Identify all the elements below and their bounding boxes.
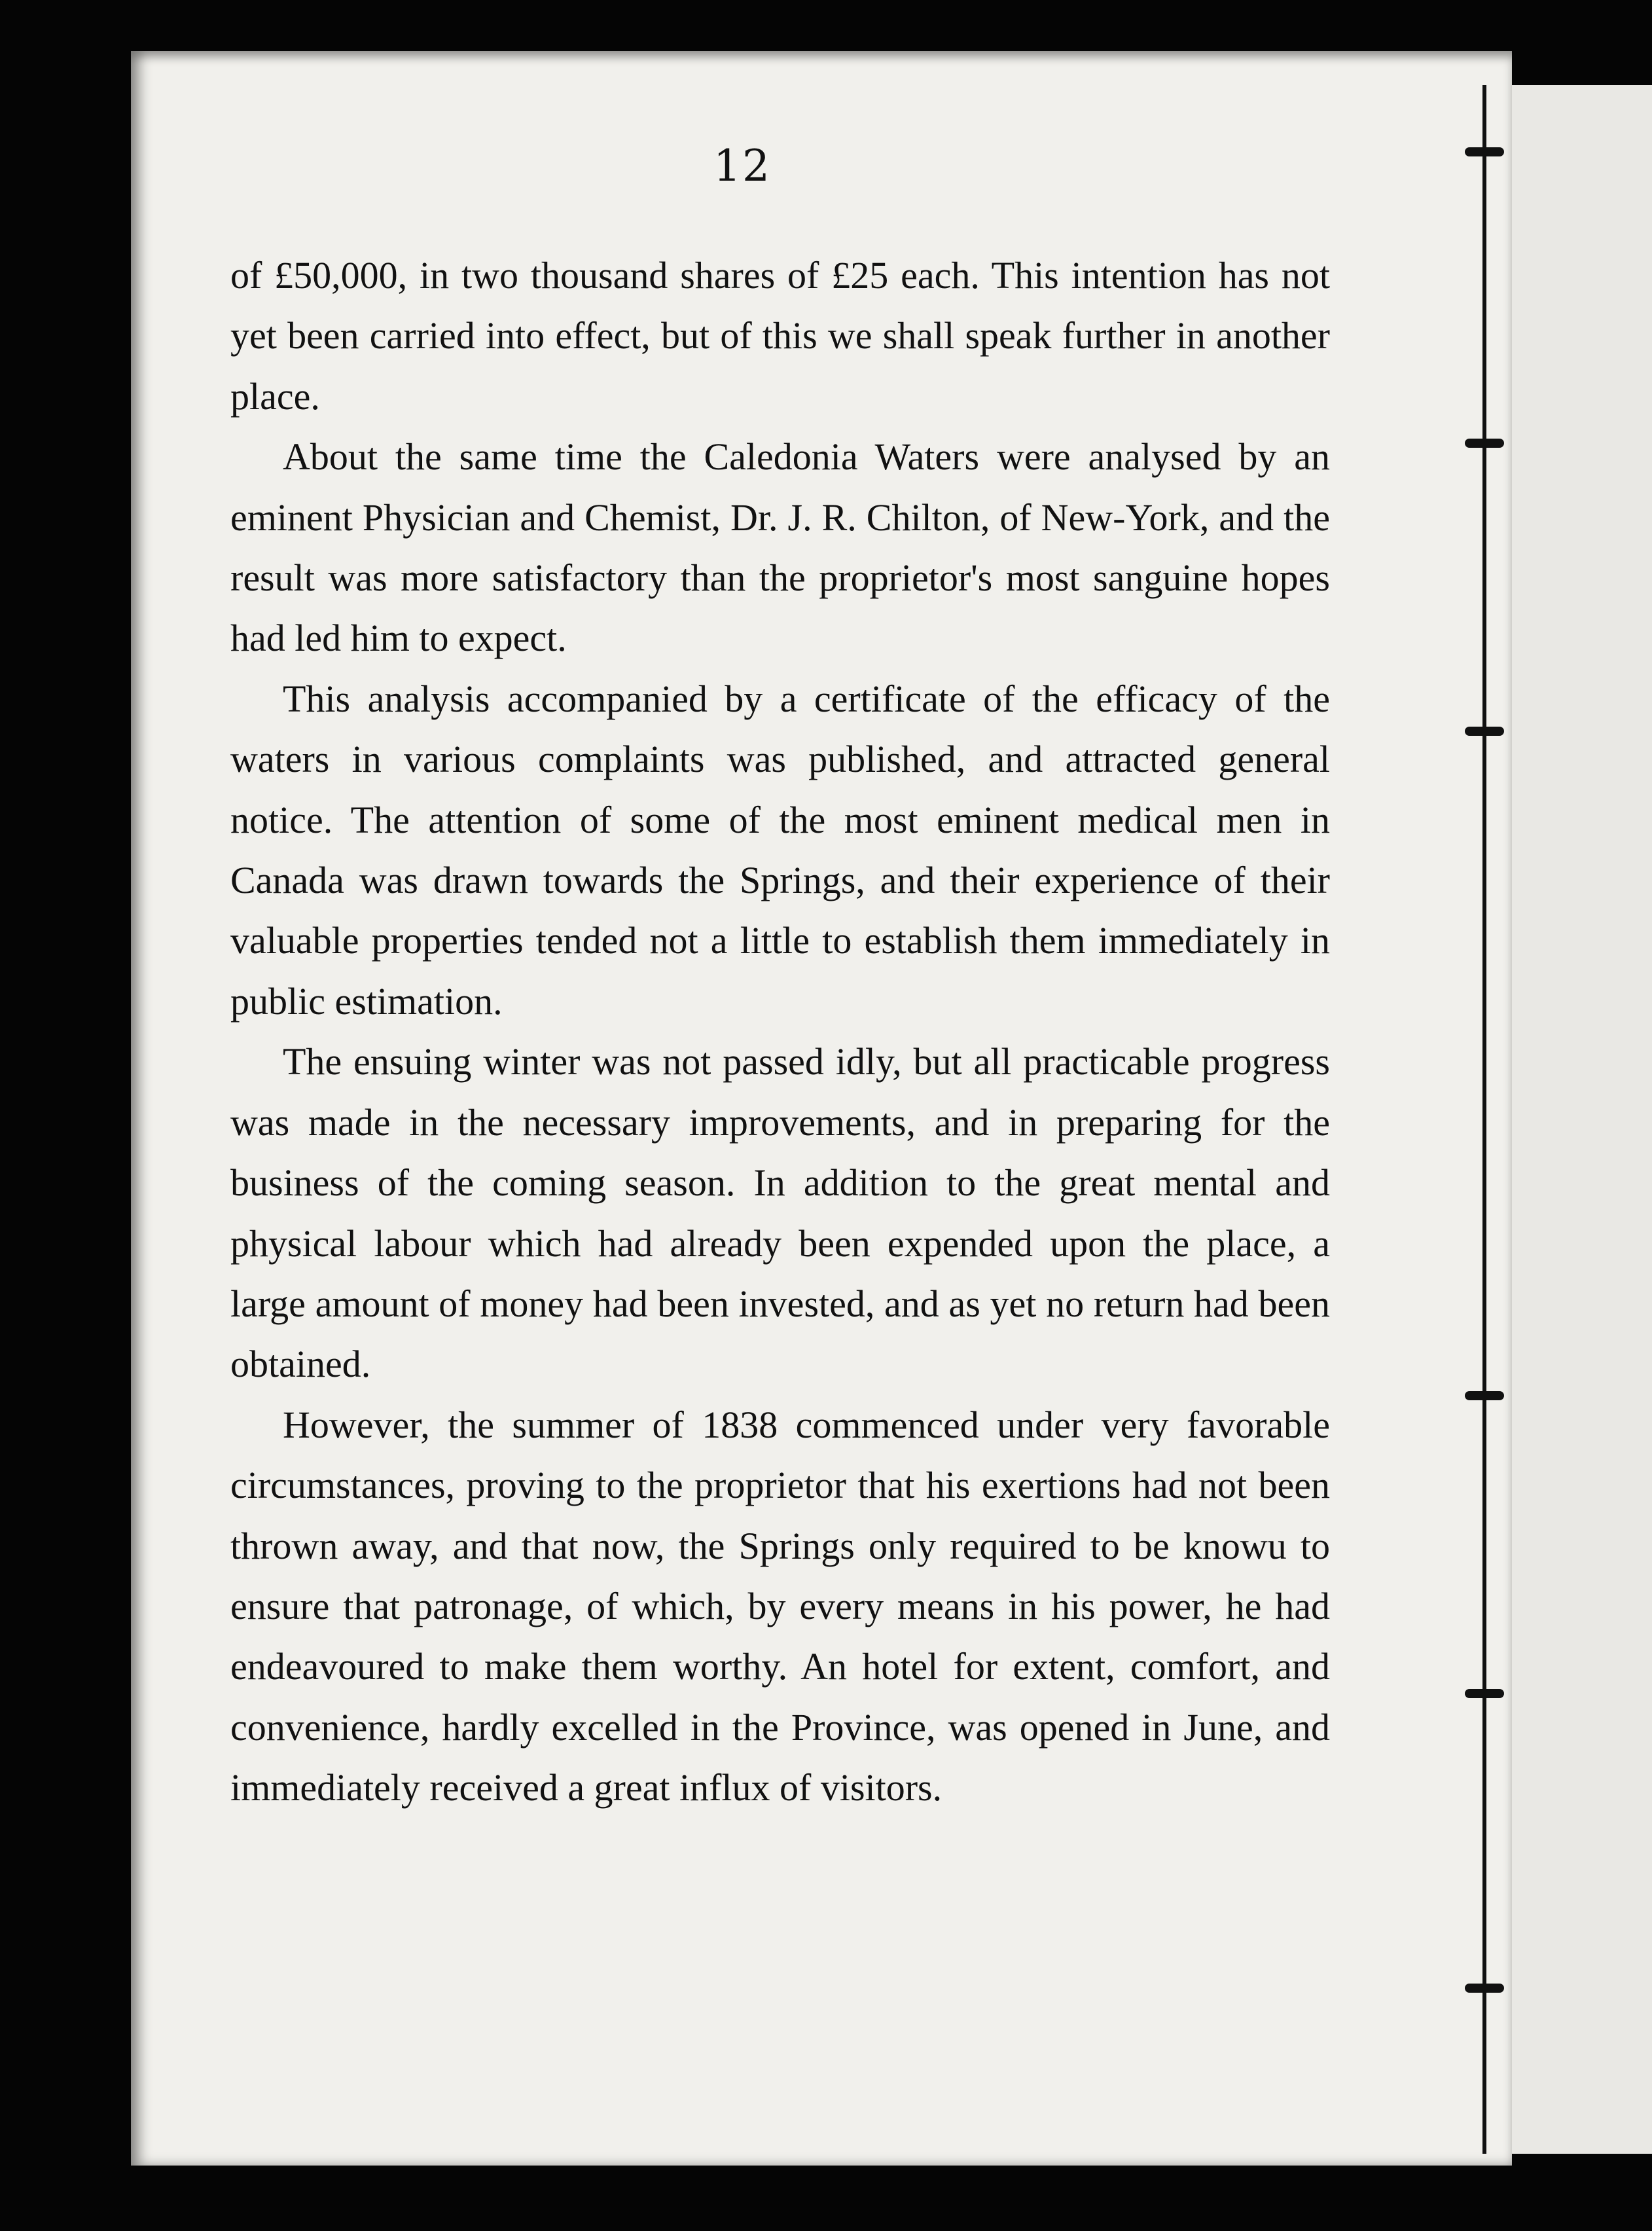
page-number: 12: [713, 141, 771, 191]
binding-stitch: [1465, 1391, 1504, 1400]
paragraph-4: The ensuing winter was not passed idly, but all practicable progress was made in the necessary improvements, and in preparing for the business of the coming season. In addition to the great mental and physical labour which had already been expended upon the place, a large amount of money had been invested, and as yet no return had been obtained.: [230, 1040, 1330, 1386]
binding-stitch: [1465, 1689, 1504, 1698]
paragraph-5: However, the summer of 1838 commenced under very favorable circumstances, proving to the proprietor that his exertions had not been thrown away, and that now, the Springs only required to be knowu to ensure that patronage, of which, by every means in his power, he had endeavoured to make them worthy. An hotel for extent, comfort, and convenience, hardly excelled in the Province, was opened in June, and immediately received a great influx of visitors.: [230, 1403, 1330, 1809]
paragraph-3: This analysis accompanied by a certificate of the efficacy of the waters in various complaints was published, and attracted general notice. The attention of some of the most eminent medical men in Canada was drawn towards the Springs, and their experience of their valuable properties tended not a little to establish them immediately in public estimation.: [230, 677, 1330, 1023]
binding-thread: [1482, 85, 1486, 2154]
paragraph-2: About the same time the Caledonia Waters were analysed by an eminent Physician and Chemist, Dr. J. R. Chilton, of New-York, and the result was more satisfactory than the proprietor's most sanguine hopes had led him to expect.: [230, 435, 1330, 660]
facing-page-edge: [1512, 85, 1652, 2154]
binding-stitch: [1465, 439, 1504, 448]
paragraph-1: of £50,000, in two thousand shares of £25 each. This intention has not yet been carried into effect, but of this we shall speak further in another place.: [230, 254, 1330, 418]
binding-stitch: [1465, 1984, 1504, 1993]
body-text: [230, 245, 1330, 1819]
binding-stitch: [1465, 727, 1504, 736]
binding-stitch: [1465, 147, 1504, 156]
